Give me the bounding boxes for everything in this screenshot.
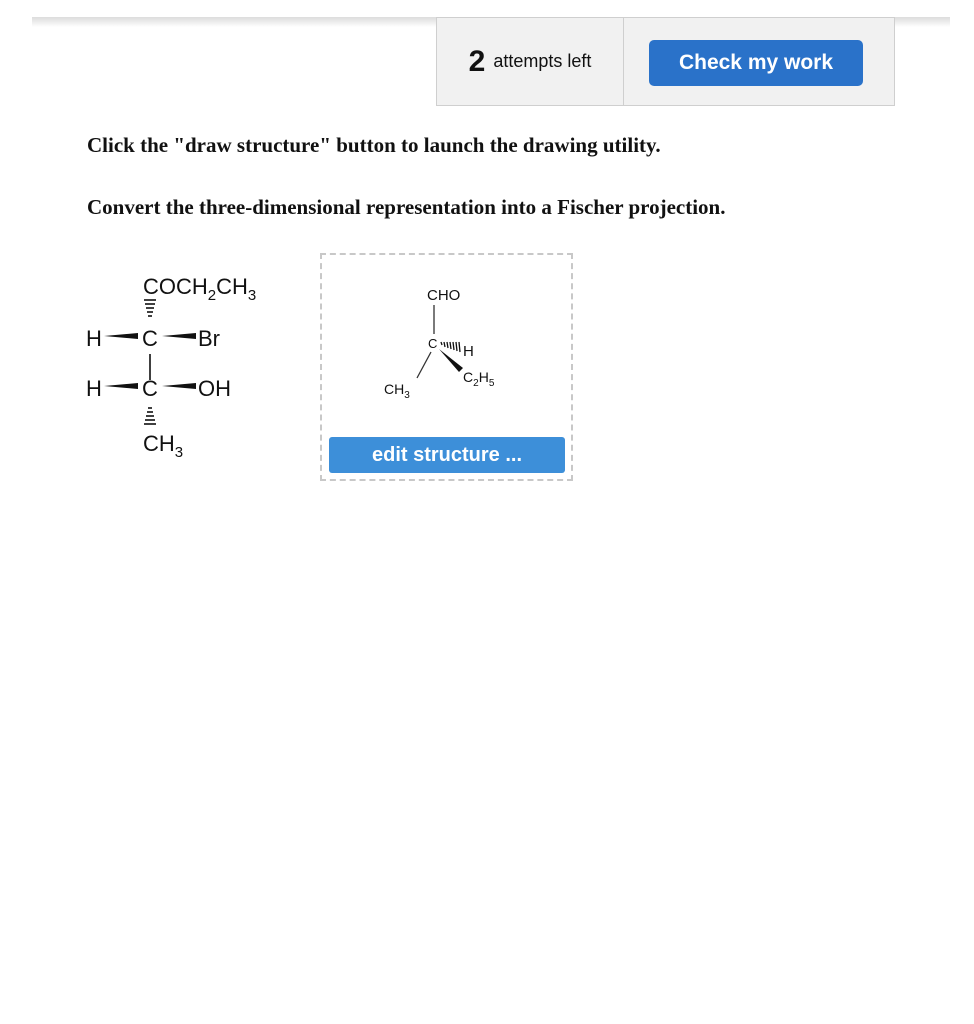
- stereocenter-carbon: C: [428, 336, 438, 351]
- hashed-bond-top: [144, 300, 156, 316]
- row1-left-atom: H: [86, 326, 102, 351]
- methyl-substituent: $CH_3$: [384, 381, 410, 401]
- attempts-indicator: [436, 17, 624, 106]
- instruction-convert-fischer: Convert the three-dimensional representation into a Fischer projection.: [87, 195, 726, 219]
- row2-left-atom: H: [86, 376, 102, 401]
- wedge-bond-row2-right: [162, 383, 196, 389]
- wedge-bond-row1-left: [104, 333, 138, 339]
- cho-label: CHO: [427, 287, 461, 304]
- wedge-bond-to-ethyl: [439, 349, 463, 372]
- attempts-label: attempts left: [493, 51, 592, 71]
- given-fischer-structure: [80, 262, 320, 477]
- row2-center-carbon: C: [142, 376, 158, 401]
- hashed-bond-bottom: [144, 408, 156, 424]
- bottom-group-label: $CH_3$: [143, 431, 184, 461]
- wedge-bond-row1-right: [162, 333, 196, 339]
- instruction-draw-structure: Click the "draw structure" button to launch the drawing utility.: [87, 133, 661, 157]
- bond-to-methyl: [417, 352, 431, 378]
- three-dimensional-structure: [355, 272, 535, 412]
- check-my-work-button[interactable]: Check my work: [649, 40, 863, 86]
- h-substituent: H: [463, 343, 474, 360]
- ethyl-substituent: $C_2H_5$: [463, 369, 495, 389]
- row1-center-carbon: C: [142, 326, 158, 351]
- wedge-bond-row2-left: [104, 383, 138, 389]
- row1-right-atom: Br: [198, 326, 220, 351]
- edit-structure-button[interactable]: edit structure ...: [329, 437, 565, 473]
- hashed-bond-to-h: [441, 342, 460, 352]
- top-group-label: $COCH_2CH_3$: [143, 274, 257, 304]
- attempts-count: 2: [468, 44, 486, 78]
- row2-right-atom: OH: [198, 376, 231, 401]
